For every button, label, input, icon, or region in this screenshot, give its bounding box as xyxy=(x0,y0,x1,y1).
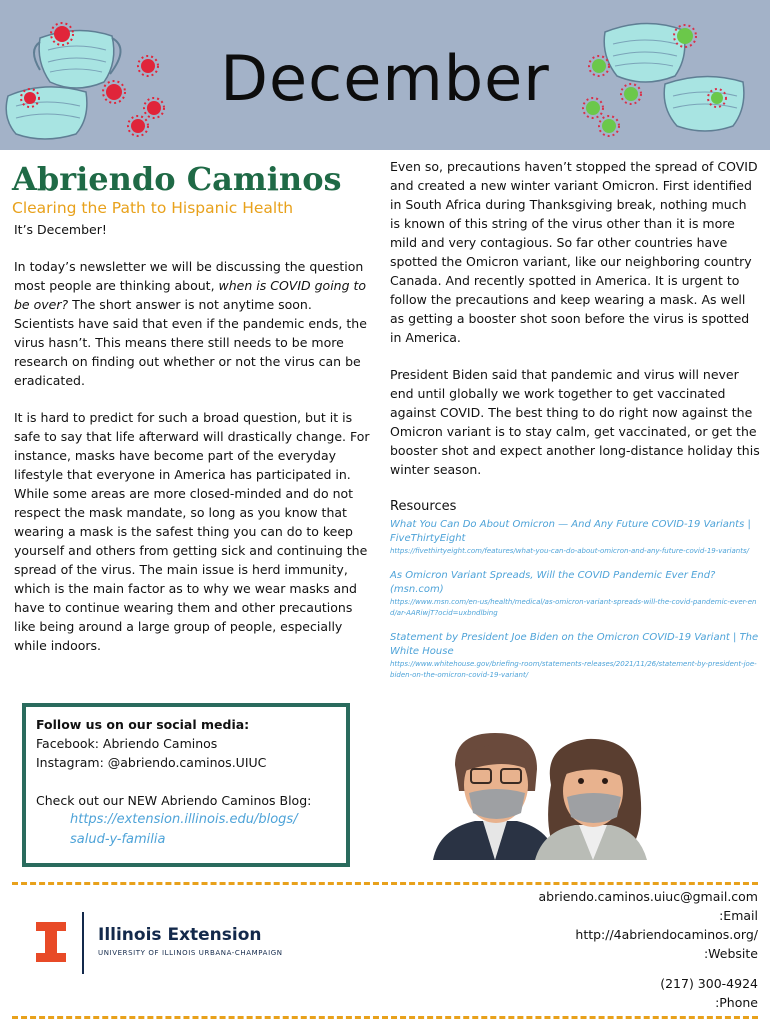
mask-virus-decoration-right xyxy=(565,0,770,150)
resource-url[interactable]: https://www.whitehouse.gov/briefing-room/statements-releases/2021/11/26/statement-by-president-joe-biden-on-the-omicron-covid-19-variant/ xyxy=(390,660,757,679)
article-paragraph: It is hard to predict for such a broad question, but it is safe to say that life afterward will drastically change. For instance, masks have become part of the everyday lifestyle that everyone in America has participated in. While some areas are more closed-minded and do not respect the mask mandate, so long as you know that wearing a mask is the safest thing you can do to keep yourself and others from getting sick and continuing the spread of the virus. The main issue is herd immunity, which is the main factor as to why we wear masks and have to continue wearing them and other precautions like being around a large group of people, especially while indoors. xyxy=(14,410,370,653)
resource-item xyxy=(390,518,760,557)
virus-icon xyxy=(583,98,603,118)
resources-heading: Resources xyxy=(390,499,457,514)
paragraph-text: The short answer is not anytime soon. Scientists have said that even if the pandemic ends, the virus hasn’t. This means there still needs to be more research on finding out whether or not the virus can be eradicated. xyxy=(14,297,367,388)
brand-tagline: Clearing the Path to Hispanic Health xyxy=(12,199,294,217)
dashed-divider xyxy=(12,882,758,885)
virus-icon xyxy=(599,116,619,136)
website-label: :Website xyxy=(703,946,758,961)
masked-people-illustration xyxy=(425,725,665,860)
article-paragraph: Even so, precautions haven’t stopped the spread of COVID and created a new winter variant Omicron. First identified in South Africa during Thanksgiving break, nothing much is known of this string of the virus other than it is more mild and very contagious. So far other countries have spotted the Omicron variant, like our neighboring country Canada. And recently spotted in America. It is urgent to follow the precautions and keep wearing a mask. As well as getting a booster shot soon before the virus is spotted in America. xyxy=(390,159,758,345)
face-mask-icon xyxy=(664,76,744,131)
face-mask-icon xyxy=(604,23,685,82)
facebook-handle: Facebook: Abriendo Caminos xyxy=(36,736,218,751)
phone-label: :Phone xyxy=(715,995,758,1010)
article-paragraph: President Biden said that pandemic and virus will never end until globally we work together to get vaccinated against COVID. The best thing to do right now against the Omicron variant is to stay calm, get vaccinated, or get the booster shot and expect another long-distance holiday this winter season. xyxy=(390,367,760,477)
resource-link[interactable]: Statement by President Joe Biden on the Omicron COVID-19 Variant | The White House xyxy=(390,632,759,657)
virus-icon xyxy=(128,116,148,136)
brand-block xyxy=(12,160,384,218)
paragraph-emphasis: when is COVID going to be over? xyxy=(14,278,367,312)
email-label: :Email xyxy=(719,908,758,923)
org-name: Illinois Extension xyxy=(98,925,262,945)
dashed-divider xyxy=(12,1016,758,1019)
brand-name: Abriendo Caminos xyxy=(12,160,342,198)
blog-label: Check out our NEW Abriendo Caminos Blog: xyxy=(36,793,312,808)
illinois-block-i-logo xyxy=(36,922,66,962)
page-title: December xyxy=(220,42,550,115)
resource-item xyxy=(390,569,760,619)
virus-icon xyxy=(621,84,641,104)
email-address[interactable]: abriendo.caminos.uiuc@gmail.com xyxy=(538,889,758,904)
resource-url[interactable]: https://fivethirtyeight.com/features/what-you-can-do-about-omicron-and-any-future-covid-19-variants/ xyxy=(390,547,749,555)
greeting: It’s December! xyxy=(14,222,107,237)
resource-item xyxy=(390,631,760,681)
resource-link[interactable]: What You Can Do About Omicron — And Any Future COVID-19 Variants | FiveThirtyEight xyxy=(390,519,751,544)
article-paragraph xyxy=(14,257,374,390)
org-subtitle: UNIVERSITY OF ILLINOIS URBANA-CHAMPAIGN xyxy=(98,949,283,957)
paragraph-text: In today’s newsletter we will be discussing the question most people are thinking about, xyxy=(14,259,364,293)
social-heading: Follow us on our social media: xyxy=(36,717,250,732)
resource-url[interactable]: https://www.msn.com/en-us/health/medical/as-omicron-variant-spreads-will-the-covid-pandemic-ever-end/ar-AARiwjT?ocid=uxbndlbing xyxy=(390,598,757,617)
logo-divider xyxy=(82,912,84,974)
instagram-handle: Instagram: @abriendo.caminos.UIUC xyxy=(36,755,267,770)
resource-link[interactable]: As Omicron Variant Spreads, Will the COVID Pandemic Ever End? (msn.com) xyxy=(390,570,716,595)
left-article-column xyxy=(14,220,374,673)
header-banner xyxy=(0,0,770,150)
contact-block xyxy=(478,887,758,1012)
social-media-box xyxy=(22,703,350,867)
blog-link[interactable]: https://extension.illinois.edu/blogs/ xyxy=(70,812,298,827)
phone-number[interactable]: (217) 300-4924 xyxy=(660,976,758,991)
virus-icon xyxy=(589,56,609,76)
website-url[interactable]: http://4abriendocaminos.org/ xyxy=(575,927,758,942)
blog-link[interactable]: salud-y-familia xyxy=(70,832,166,847)
right-article-column xyxy=(390,157,760,693)
